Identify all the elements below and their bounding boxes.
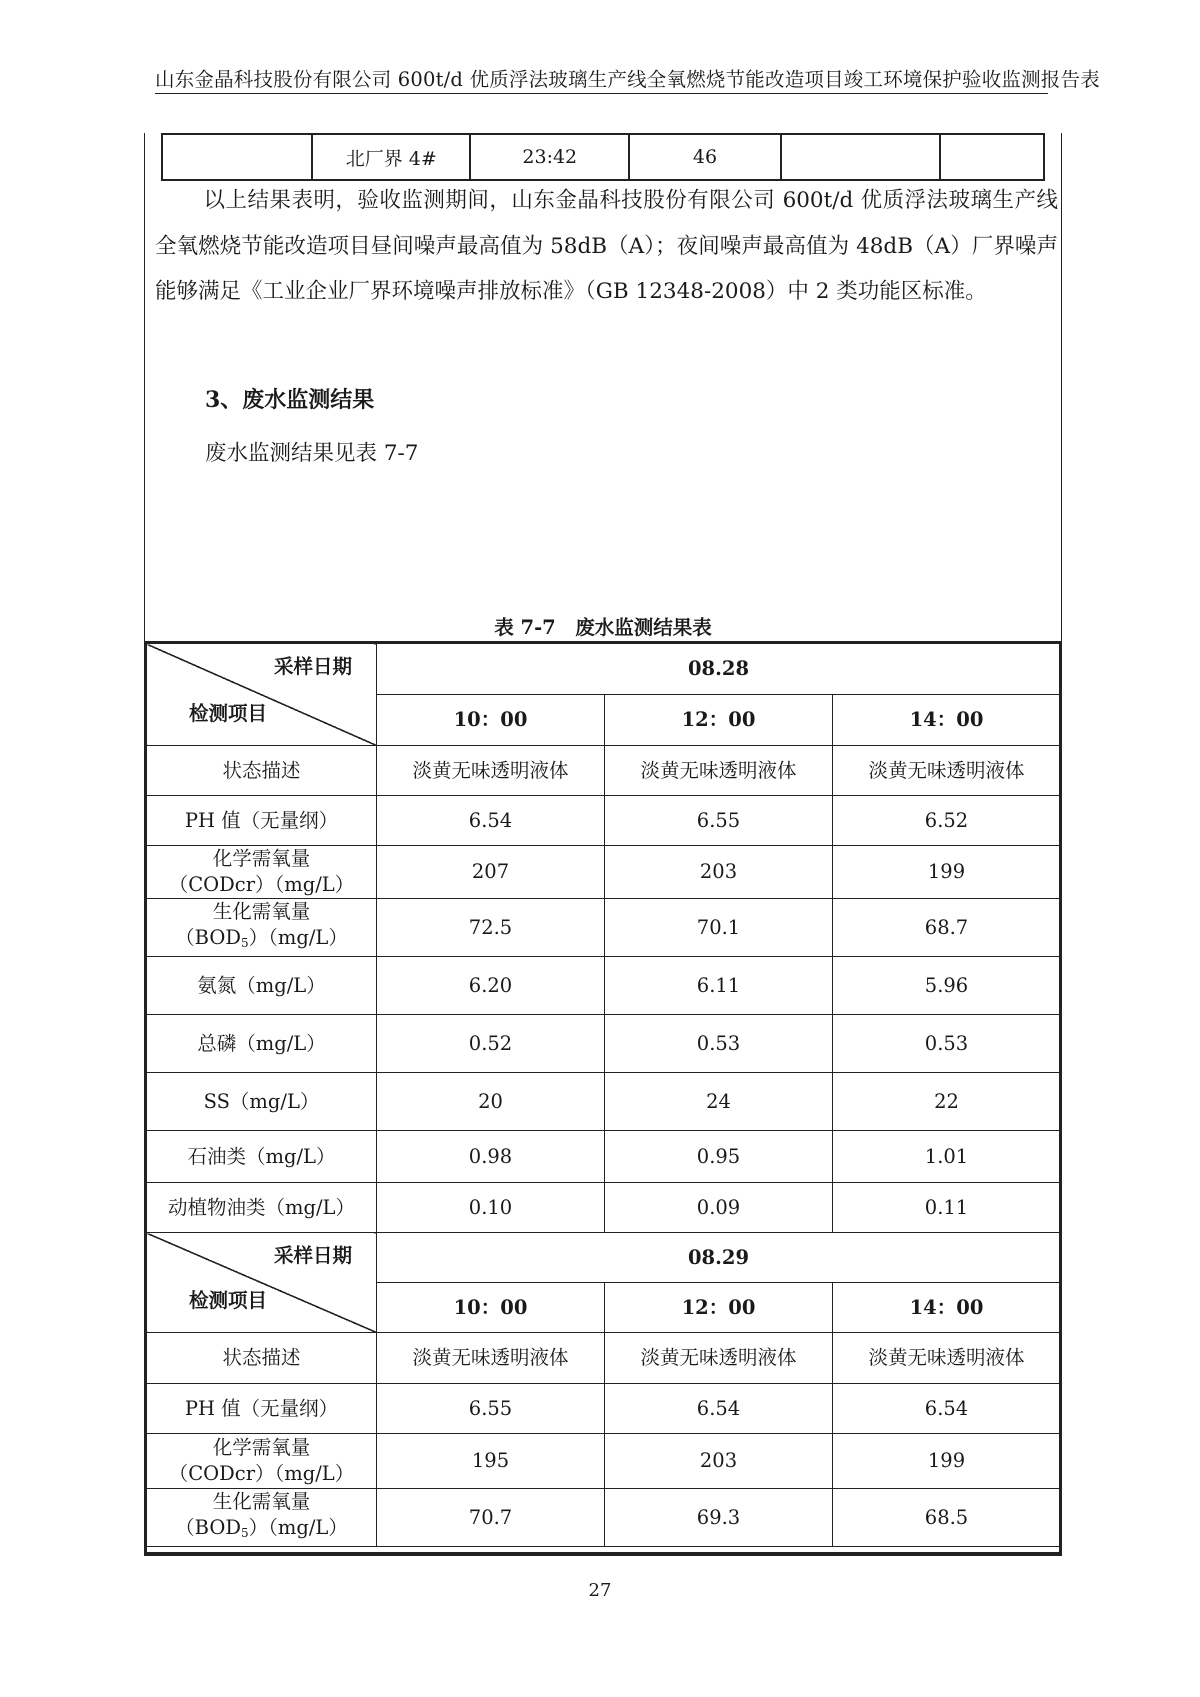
value-cell: 0.10 <box>377 1183 605 1233</box>
diag-bottom-label: 检测项目 <box>189 1289 268 1312</box>
value-cell: 6.55 <box>605 796 833 846</box>
table-cell: 23:42 <box>470 134 629 180</box>
value-cell: 0.98 <box>377 1131 605 1183</box>
label-part: ）（mg/L） <box>248 926 348 949</box>
value-cell: 199 <box>833 846 1061 899</box>
value-cell: 6.52 <box>833 796 1061 846</box>
value-cell: 6.20 <box>377 957 605 1015</box>
conclusion-paragraph <box>155 178 1058 315</box>
page-header: 山东金晶科技股份有限公司 600t/d 优质浮法玻璃生产线全氧燃烧节能改造项目竣工环境保护验收监测报告表 <box>155 68 1100 91</box>
section-text: 废水监测结果见表 7-7 <box>205 441 419 466</box>
table-cell <box>162 134 312 180</box>
value-cell: 0.11 <box>833 1183 1061 1233</box>
header-rule <box>155 93 1048 94</box>
value-cell: 207 <box>377 846 605 899</box>
diagonal-header-cell <box>147 644 377 746</box>
value-cell: 68.5 <box>833 1489 1061 1547</box>
value-cell: 203 <box>605 1434 833 1489</box>
time-cell: 10：00 <box>377 1283 605 1333</box>
value-cell: 69.3 <box>605 1489 833 1547</box>
value-cell: 0.53 <box>833 1015 1061 1073</box>
table-row <box>147 644 1061 695</box>
label-part: （BOD <box>175 1516 241 1539</box>
label-subscript: 5 <box>240 936 249 950</box>
value-cell: 70.7 <box>377 1489 605 1547</box>
value-cell: 5.96 <box>833 957 1061 1015</box>
value-cell: 淡黄无味透明液体 <box>833 746 1061 796</box>
item-label: 动植物油类（mg/L） <box>147 1183 377 1233</box>
value-cell: 195 <box>377 1434 605 1489</box>
label-part: （BOD <box>175 926 241 949</box>
time-cell: 12：00 <box>605 695 833 746</box>
value-cell: 6.54 <box>833 1384 1061 1434</box>
value-cell: 淡黄无味透明液体 <box>605 746 833 796</box>
item-label-line1: 生化需氧量 <box>212 1490 311 1513</box>
item-label-line2 <box>147 925 376 956</box>
table-cell: 46 <box>629 134 780 180</box>
value-cell: 6.11 <box>605 957 833 1015</box>
value-cell: 22 <box>833 1073 1061 1131</box>
date-cell: 08.29 <box>377 1233 1061 1283</box>
table-row <box>147 1015 1061 1073</box>
diag-top-label: 采样日期 <box>273 655 352 678</box>
item-label <box>147 1489 377 1547</box>
time-cell: 14：00 <box>833 1283 1061 1333</box>
value-cell: 199 <box>833 1434 1061 1489</box>
value-cell: 6.55 <box>377 1384 605 1434</box>
table-row <box>147 1233 1061 1283</box>
item-label <box>147 846 377 899</box>
value-cell: 0.09 <box>605 1183 833 1233</box>
value-cell: 0.52 <box>377 1015 605 1073</box>
item-label <box>147 899 377 957</box>
value-cell: 70.1 <box>605 899 833 957</box>
table-row <box>147 796 1061 846</box>
value-cell: 淡黄无味透明液体 <box>377 746 605 796</box>
table-row <box>147 1183 1061 1233</box>
section-title: 3、废水监测结果 <box>205 387 375 413</box>
label-subscript: 5 <box>240 1526 249 1540</box>
date-cell: 08.28 <box>377 644 1061 695</box>
time-cell: 14：00 <box>833 695 1061 746</box>
item-label: 石油类（mg/L） <box>147 1131 377 1183</box>
item-label: PH 值（无量纲） <box>147 796 377 846</box>
page-number: 27 <box>588 1580 612 1601</box>
table-row <box>147 957 1061 1015</box>
item-label: 氨氮（mg/L） <box>147 957 377 1015</box>
diagonal-header-cell <box>147 1233 377 1333</box>
item-label-line1: 化学需氧量 <box>212 1436 311 1459</box>
item-label-line1: 化学需氧量 <box>212 847 311 870</box>
table-row <box>147 1333 1061 1384</box>
table-row <box>147 746 1061 796</box>
value-cell: 6.54 <box>605 1384 833 1434</box>
value-cell: 淡黄无味透明液体 <box>377 1333 605 1384</box>
noise-table-tail <box>161 133 1045 181</box>
value-cell: 6.54 <box>377 796 605 846</box>
table-row <box>147 1434 1061 1489</box>
conclusion-text: 以上结果表明，验收监测期间，山东金晶科技股份有限公司 600t/d 优质浮法玻璃生产线全氧燃烧节能改造项目昼间噪声最高值为 58dB（A）；夜间噪声最高值为 48dB（A）厂界噪声能够满足《工业企业厂界环境噪声排放标准》（GB 12348-2008）中 2 类功能区标准。 <box>155 188 1058 304</box>
item-label-line2: （CODcr）（mg/L） <box>168 1462 355 1485</box>
item-label: PH 值（无量纲） <box>147 1384 377 1434</box>
value-cell: 20 <box>377 1073 605 1131</box>
diag-top-label: 采样日期 <box>273 1244 352 1267</box>
table-row <box>147 1073 1061 1131</box>
item-label-line2 <box>147 1515 376 1546</box>
time-cell: 12：00 <box>605 1283 833 1333</box>
table-row <box>147 846 1061 899</box>
value-cell: 68.7 <box>833 899 1061 957</box>
table-row <box>162 134 1044 180</box>
value-cell: 1.01 <box>833 1131 1061 1183</box>
item-label: 状态描述 <box>147 746 377 796</box>
value-cell: 24 <box>605 1073 833 1131</box>
item-label-line1: 生化需氧量 <box>212 900 311 923</box>
table-cell <box>940 134 1044 180</box>
wastewater-table <box>146 643 1061 1547</box>
table-row <box>147 1384 1061 1434</box>
diag-bottom-label: 检测项目 <box>189 702 268 725</box>
item-label: SS（mg/L） <box>147 1073 377 1131</box>
value-cell: 203 <box>605 846 833 899</box>
item-label-line2: （CODcr）（mg/L） <box>168 873 355 896</box>
value-cell: 淡黄无味透明液体 <box>833 1333 1061 1384</box>
item-label: 状态描述 <box>147 1333 377 1384</box>
value-cell: 0.53 <box>605 1015 833 1073</box>
label-part: ）（mg/L） <box>248 1516 348 1539</box>
value-cell: 淡黄无味透明液体 <box>605 1333 833 1384</box>
table-row <box>147 899 1061 957</box>
value-cell: 72.5 <box>377 899 605 957</box>
table-cell: 北厂界 4# <box>312 134 470 180</box>
table-row <box>147 1489 1061 1547</box>
value-cell: 0.95 <box>605 1131 833 1183</box>
table-row <box>147 1131 1061 1183</box>
time-cell: 10：00 <box>377 695 605 746</box>
table-caption: 表 7-7 废水监测结果表 <box>494 616 712 639</box>
table-cell <box>781 134 940 180</box>
item-label: 总磷（mg/L） <box>147 1015 377 1073</box>
item-label <box>147 1434 377 1489</box>
